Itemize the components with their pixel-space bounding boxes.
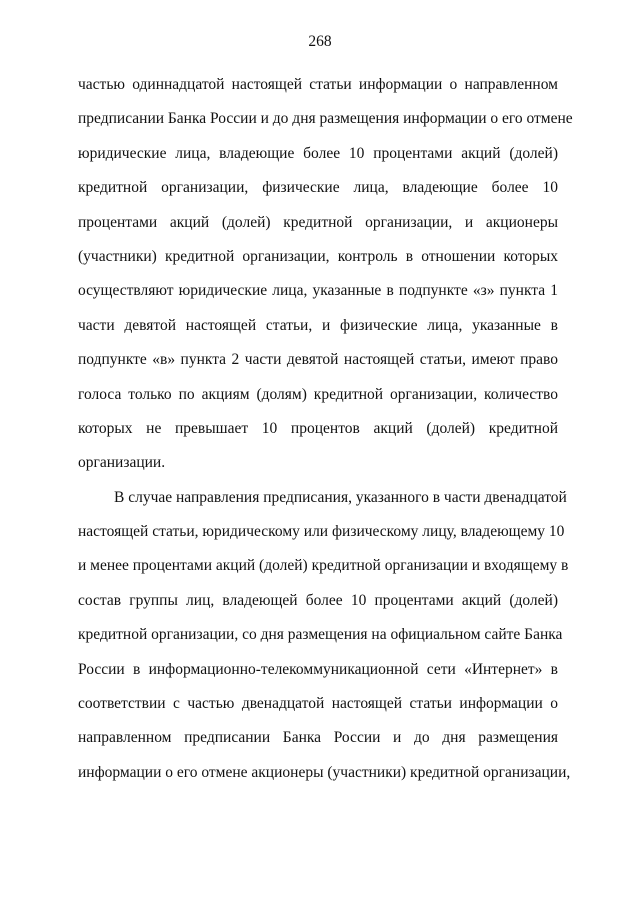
paragraph-1-line: (участники) кредитной организации, контроль в отношении которых	[78, 247, 558, 265]
paragraph-2-line: России в информационно-телекоммуникационной сети «Интернет» в	[78, 660, 558, 678]
paragraph-1-line: процентами акций (долей) кредитной организации, и акционеры	[78, 213, 558, 231]
paragraph-1-line: частью одиннадцатой настоящей статьи информации о направленном	[78, 76, 558, 93]
paragraph-2-line: кредитной организации, со дня размещения на официальном сайте Банка	[78, 626, 563, 644]
paragraph-1-line: подпункте «в» пункта 2 части девятой настоящей статьи, имеют право	[78, 351, 558, 369]
paragraph-2-line: направленном предписании Банка России и до дня размещения	[78, 729, 558, 747]
paragraph-2-line: соответствии с частью двенадцатой настоящей статьи информации о	[78, 695, 558, 713]
paragraph-2-line: и менее процентами акций (долей) кредитной организации и входящему в	[78, 557, 569, 575]
page-number: 268	[308, 33, 332, 50]
document-body	[78, 68, 573, 790]
paragraph-1-line: голоса только по акциям (долям) кредитной организации, количество	[78, 385, 558, 403]
paragraph-1-line: юридические лица, владеющие более 10 процентами акций (долей)	[78, 144, 558, 162]
paragraph-2-line: информации о его отмене акционеры (участники) кредитной организации,	[78, 763, 571, 781]
paragraph-1-line: части девятой настоящей статьи, и физические лица, указанные в	[78, 316, 558, 334]
paragraph-1-line: предписании Банка России и до дня размещения информации о его отмене	[78, 110, 573, 128]
paragraph-1-line: кредитной организации, физические лица, владеющие более 10	[78, 179, 558, 197]
paragraph-1-line: которых не превышает 10 процентов акций (долей) кредитной	[78, 419, 558, 437]
paragraph-1-line: организации.	[78, 454, 166, 472]
paragraph-2-line: состав группы лиц, владеющей более 10 процентами акций (долей)	[78, 591, 558, 609]
paragraph-2-line: настоящей статьи, юридическому или физическому лицу, владеющему 10	[78, 523, 565, 541]
paragraph-2-line: В случае направления предписания, указанного в части двенадцатой	[114, 488, 567, 506]
paragraph-1-line: осуществляют юридические лица, указанные в подпункте «з» пункта 1	[78, 282, 558, 300]
